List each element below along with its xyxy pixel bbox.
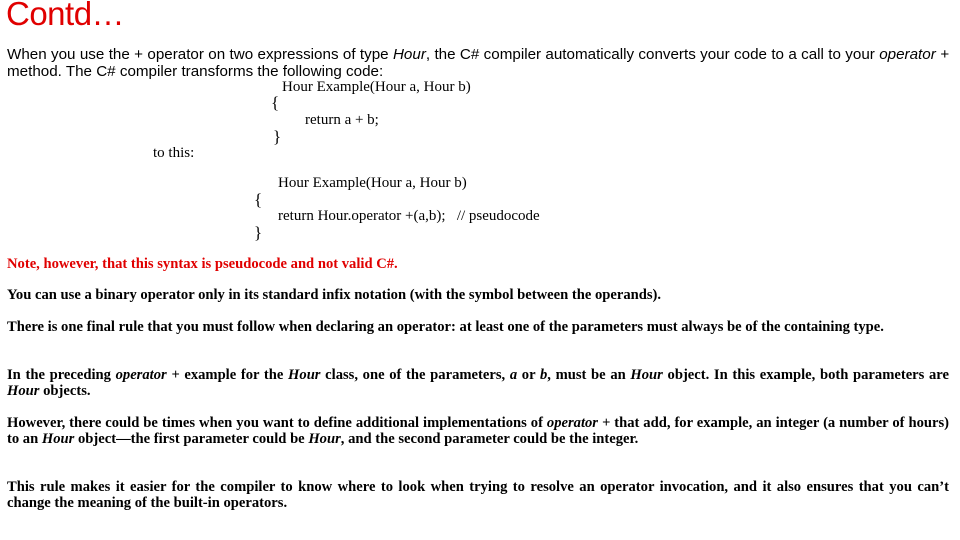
code2-body: return Hour.operator +(a,b); // pseudocode (278, 208, 540, 224)
text-run-em: Hour (41, 431, 75, 447)
text-run: object—the first parameter could be (74, 431, 309, 447)
text-run-em: operator + (546, 415, 611, 431)
intro-text: to your (828, 46, 880, 63)
infix-paragraph: You can use a binary operator only in its standard infix notation (with the symbol between the operands). (7, 287, 662, 303)
code1-open-brace: { (271, 93, 280, 112)
text-run: objects. (39, 383, 91, 399)
intro-text: , the C# compiler automatically converts your code to a call (425, 46, 824, 63)
text-run-em: Hour (288, 367, 321, 383)
text-run-em: operator + (115, 367, 180, 383)
text-run: or (517, 367, 540, 383)
text-run-em: b (539, 367, 548, 383)
text-run-em: Hour (7, 383, 40, 399)
text-run-em: Hour (308, 431, 341, 447)
code2-signature: Hour Example(Hour a, Hour b) (278, 175, 467, 191)
intro-text: When you use the + operator on two expressions of type (7, 46, 393, 63)
code1-body: return a + b; (305, 112, 379, 128)
intro-type-name: Hour (392, 46, 426, 63)
code1-close-brace: } (273, 127, 282, 146)
code1-signature: Hour Example(Hour a, Hour b) (282, 79, 471, 95)
code2-open-brace: { (254, 190, 263, 209)
text-run: class, one of the parameters, (320, 367, 510, 383)
text-run-em: Hour (630, 367, 663, 383)
code2-close-brace: } (254, 223, 263, 242)
text-run: However, there could be times when you want to define additional implementations of (7, 415, 547, 431)
text-run: , must be an (547, 367, 631, 383)
intro-text: method. The C# compiler transforms the following code: (7, 63, 384, 80)
text-run: In the preceding (7, 367, 116, 383)
to-this-label: to this: (153, 145, 195, 161)
text-run: that add, for example, an integer (a number of hours) to an (7, 415, 949, 447)
note-paragraph: Note, however, that this syntax is pseudocode and not valid C#. (7, 256, 398, 272)
rule-rationale-paragraph: This rule makes it easier for the compiler to know where to look when trying to resolve an operator invocation, and it also ensures that you can’t change the meaning of the built-in operators. (7, 479, 949, 511)
text-run-em: a (509, 367, 518, 383)
intro-operator-name: operator + (879, 46, 949, 63)
text-run: , and the second parameter could be the integer. (340, 431, 639, 447)
intro-paragraph (7, 46, 949, 80)
text-run: object. In this example, both parameters are (662, 367, 949, 383)
additional-implementations-paragraph (7, 415, 949, 447)
containing-type-rule-paragraph: There is one final rule that you must follow when declaring an operator: at least one of the parameters must always be of the containing type. (7, 319, 884, 335)
text-run: example for the (179, 367, 289, 383)
slide-title: Contd… (6, 0, 125, 32)
example-paragraph (7, 367, 949, 399)
